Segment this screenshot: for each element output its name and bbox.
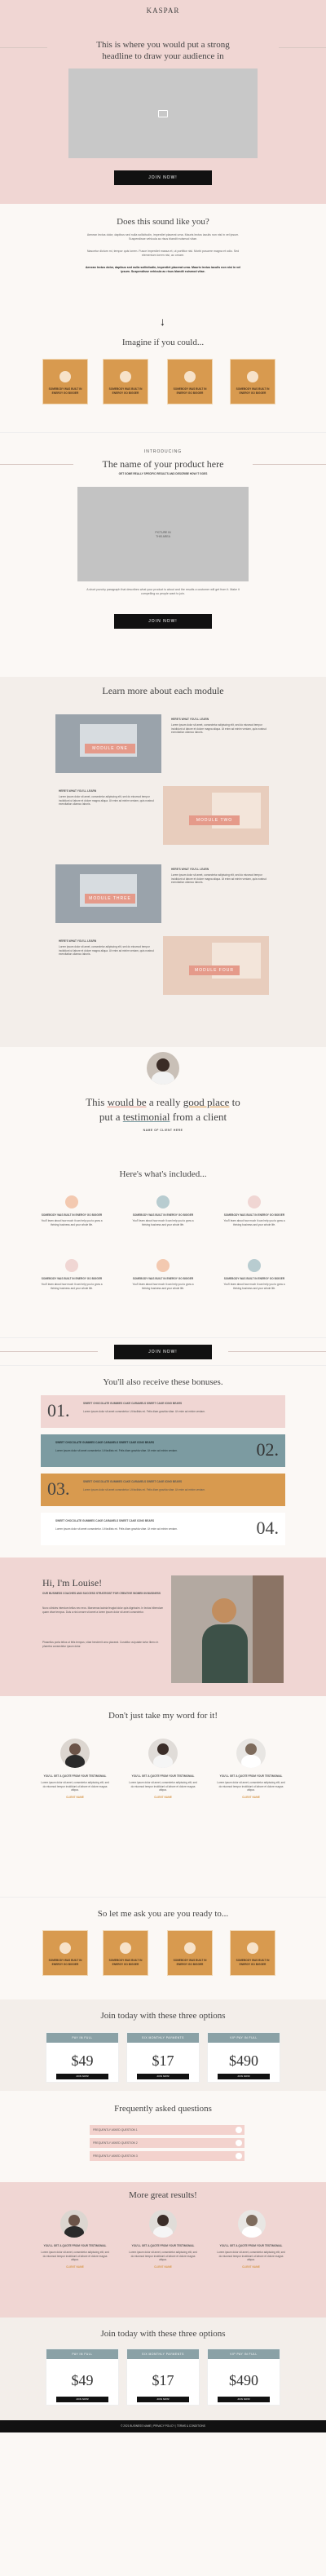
- card-badge-icon: [184, 1942, 196, 1954]
- product-kicker: INTRODUCING: [143, 449, 183, 454]
- product-title: The name of your product here: [102, 458, 224, 470]
- plan-card-3: VIP PAY IN FULL $490 JOIN NOW!: [207, 2032, 280, 2083]
- plan-1-join-button[interactable]: JOIN NOW!: [56, 2074, 108, 2079]
- pricing-title: Join today with these three options: [100, 2011, 226, 2021]
- pricing-section: [0, 1999, 326, 2091]
- pricing-section-2: [0, 2318, 326, 2420]
- included-title: Here's what's included...: [119, 1169, 207, 1179]
- faq-item-3[interactable]: FREQUENTLY ASKED QUESTION 3: [90, 2151, 244, 2161]
- pricing-title-2: Join today with these three options: [100, 2329, 226, 2339]
- plan-2-join-button[interactable]: JOIN NOW!: [137, 2074, 189, 2079]
- quote-line-2: put a testimonial from a client: [99, 1111, 227, 1123]
- footer: [0, 2420, 326, 2432]
- proof-avatar-3: [236, 1739, 266, 1768]
- included-join-button[interactable]: JOIN NOW!: [114, 1345, 212, 1359]
- quote-line-1: This would be a really good place to: [86, 1096, 240, 1108]
- module-two-tag: MODULE TWO: [189, 815, 240, 825]
- module-one-text: HERE'S WHAT YOU'LL LEARN Lorem ipsum dolor sit amet, consectetur adipiscing elit, sed do eiusmod tempor incididunt ut labore et dolore magna aliqua. Ut enim ad minim veniam, quis nostrud exercitation ullamco laboris.: [171, 718, 267, 735]
- faq-toggle-icon[interactable]: [236, 2140, 242, 2146]
- about-paragraph-2: Phasellus porta tellus ut felis tempus, vitae hendrerit urna placerat. Curabitur vulputate tortor libero in pharetra consectetur ipsum dolor.: [42, 1641, 159, 1648]
- included-item-1: SOMEBODY WAS BUILT IN ENERGY GO BIGGER You'll learn about how much it can help you to grow a thriving business and your whole life.: [41, 1213, 103, 1226]
- bonus-item-2: SWEET CHOCOLATE GUMMIES CAKE CARAMELS SWEET CAKE ICING BEARS Lorem ipsum dolor sit amet consectetur. Ut facilisis mi. Felis diam gravida vitae. Ut enim ad minim veniam. 02.: [41, 1434, 285, 1467]
- card-badge-icon: [247, 371, 258, 382]
- proof-title: Don't just take my word for it!: [108, 1711, 218, 1721]
- about-paragraph-1: Nunc ultricies interdum tellus nec eros. Maecenas lacinia feugiat dolor quis dignissim. In lectus bibendum quam vitae tempus. Duis a nisl ornare sit amet a lorem ipsum dolor sit amet consectetur.: [42, 1606, 164, 1614]
- included-item-3: SOMEBODY WAS BUILT IN ENERGY GO BIGGER You'll learn about how much it can help you to grow a thriving business and your whole life.: [223, 1213, 285, 1226]
- plan-3-join-button[interactable]: JOIN NOW!: [218, 2074, 270, 2079]
- included-cta-row: [0, 1337, 326, 1365]
- module-three-tag: MODULE THREE: [85, 894, 135, 904]
- product-description: A short punchy paragraph that describes what your product is about and the results a customer will get from it. Make it compelling so people want to join.: [86, 588, 240, 596]
- product-join-button[interactable]: JOIN NOW!: [114, 614, 212, 629]
- results-title: More great results!: [129, 2190, 197, 2200]
- product-section: [0, 432, 326, 677]
- ready-card-3: SOMEBODY WAS BUILT IN ENERGY GO BIGGER: [167, 1930, 213, 1976]
- card-badge-icon: [59, 371, 71, 382]
- hero-line-right: [279, 47, 326, 48]
- module-two-text: HERE'S WHAT YOU'LL LEARN Lorem ipsum dolor sit amet, consectetur adipiscing elit, sed do eiusmod tempor incididunt ut labore et dolore magna aliqua. Ut enim ad minim veniam, quis nostrud exercitation ullamco laboris.: [59, 789, 154, 806]
- included-item-2: SOMEBODY WAS BUILT IN ENERGY GO BIGGER You'll learn about how much it can help you to grow a thriving business and your whole life.: [132, 1213, 194, 1226]
- imagine-card-4: SOMEBODY WAS BUILT IN ENERGY GO BIGGER: [230, 359, 275, 404]
- results-avatar-3: [238, 2210, 266, 2238]
- results-item-2: YOU'LL GET A QUOTE FROM YOUR TESTIMONIAL Lorem ipsum dolor sit amet, consectetur adipiscing elit, sed do eiusmod tempor incididunt ut labore et dolore magna aliqua. CLIENT NAME: [129, 2244, 197, 2269]
- plan-card-1: PAY IN FULL $49 JOIN NOW!: [46, 2032, 119, 2083]
- module-three-text: HERE'S WHAT YOU'LL LEARN Lorem ipsum dolor sit amet, consectetur adipiscing elit, sed do eiusmod tempor incididunt ut labore et dolore magna aliqua. Ut enim ad minim veniam, quis nostrud exercitation ullamco laboris.: [171, 868, 267, 885]
- ready-card-1: SOMEBODY WAS BUILT IN ENERGY GO BIGGER: [42, 1930, 88, 1976]
- cta-line-right: [228, 1351, 326, 1352]
- proof-item-1: YOU'LL GET A QUOTE FROM YOUR TESTIMONIAL Lorem ipsum dolor sit amet, consectetur adipiscing elit, sed do eiusmod tempor incididunt ut labore et dolore magna aliqua. CLIENT NAME: [41, 1774, 109, 1800]
- sound-paragraph-3: Aenean lectus dolor, dapibus sed nulla sollicitudin, imperdiet placerat urna. Mauris lectus iaculis non nisi in vel ipsum. Suspendisse vehicula ac risus blandit euismod vitae.: [85, 266, 241, 274]
- bonus-item-1: 01. SWEET CHOCOLATE GUMMIES CAKE CARAMELS SWEET CAKE ICING BEARS Lorem ipsum dolor sit amet consectetur. Ut facilisis mi. Felis diam gravida vitae. Ut enim ad minim veniam.: [41, 1395, 285, 1428]
- card-badge-icon: [120, 1942, 131, 1954]
- card-badge-icon: [120, 371, 131, 382]
- results-section: [0, 2182, 326, 2318]
- about-subtitle: OUR BUSINESS COACHES AND SUCCESS STRATEGIST FOR CREATIVE WOMEN IN BUSINESS: [42, 1592, 161, 1595]
- sound-paragraph-1: Aenean lectus dolor, dapibus sed nulla sollicitudin, imperdiet placerat urna. Mauris lectus iaculis non nisi in vel ipsum. Suspendisse vehicula ac risus blandit euismod vitae.: [86, 233, 240, 241]
- sound-paragraph-2: Nascetur dictum mi, tempor quis lorem. Fusce imperdiet massa et, ut porttitor nisl. Morbi posuere magna et odio. Sed elementum lorem nisi, ac ornare.: [86, 250, 240, 258]
- sound-title: Does this sound like you?: [117, 217, 209, 227]
- card-badge-icon: [184, 371, 196, 382]
- ready-section: [0, 1897, 326, 1999]
- card-badge-icon: [59, 1942, 71, 1954]
- plan2-2-join-button[interactable]: JOIN NOW!: [137, 2397, 189, 2402]
- faq-title: Frequently asked questions: [114, 2104, 212, 2114]
- modules-title: Learn more about each module: [102, 685, 224, 696]
- play-icon[interactable]: [158, 110, 168, 117]
- included-icon-1: [65, 1195, 78, 1208]
- included-icon-2: [156, 1195, 170, 1208]
- included-item-4: SOMEBODY WAS BUILT IN ENERGY GO BIGGER You'll learn about how much it can help you to grow a thriving business and your whole life.: [41, 1277, 103, 1290]
- faq-item-2[interactable]: FREQUENTLY ASKED QUESTION 2: [90, 2138, 244, 2148]
- faq-toggle-icon[interactable]: [236, 2153, 242, 2159]
- plan-card-2: SIX MONTHLY PAYMENTS $17 JOIN NOW!: [126, 2032, 200, 2083]
- plan2-1-join-button[interactable]: JOIN NOW!: [56, 2397, 108, 2402]
- imagine-card-3: SOMEBODY WAS BUILT IN ENERGY GO BIGGER: [167, 359, 213, 404]
- modules-section: [0, 677, 326, 1047]
- hero-line-left: [0, 47, 47, 48]
- faq-section: [0, 2091, 326, 2182]
- plan2-card-2: SIX MONTHLY PAYMENTS $17 JOIN NOW!: [126, 2348, 200, 2406]
- hero-section: [0, 0, 326, 204]
- bonus-item-3: 03. SWEET CHOCOLATE GUMMIES CAKE CARAMELS SWEET CAKE ICING BEARS Lorem ipsum dolor sit amet consectetur. Ut facilisis mi. Felis diam gravida vitae. Ut enim ad minim veniam.: [41, 1474, 285, 1506]
- quote-section: [0, 1047, 326, 1166]
- faq-toggle-icon[interactable]: [236, 2127, 242, 2133]
- hero-join-button[interactable]: JOIN NOW!: [114, 170, 212, 185]
- card-badge-icon: [247, 1942, 258, 1954]
- imagine-card-2: SOMEBODY WAS BUILT IN ENERGY GO BIGGER: [103, 359, 148, 404]
- results-item-1: YOU'LL GET A QUOTE FROM YOUR TESTIMONIAL Lorem ipsum dolor sit amet, consectetur adipiscing elit, sed do eiusmod tempor incididunt ut labore et dolore magna aliqua. CLIENT NAME: [41, 2244, 109, 2269]
- included-icon-3: [248, 1195, 261, 1208]
- bonus-section: [0, 1365, 326, 1558]
- ready-card-2: SOMEBODY WAS BUILT IN ENERGY GO BIGGER: [103, 1930, 148, 1976]
- module-four-text: HERE'S WHAT YOU'LL LEARN Lorem ipsum dolor sit amet, consectetur adipiscing elit, sed do eiusmod tempor incididunt ut labore et dolore magna aliqua. Ut enim ad minim veniam, quis nostrud exercitation ullamco laboris.: [59, 939, 154, 957]
- bonus-item-4: SWEET CHOCOLATE GUMMIES CAKE CARAMELS SWEET CAKE ICING BEARS Lorem ipsum dolor sit amet consectetur. Ut facilisis mi. Felis diam gravida vitae. Ut enim ad minim veniam. 04.: [41, 1513, 285, 1545]
- ready-title: So let me ask you are you ready to...: [97, 1909, 229, 1919]
- results-item-3: YOU'LL GET A QUOTE FROM YOUR TESTIMONIAL Lorem ipsum dolor sit amet, consectetur adipiscing elit, sed do eiusmod tempor incididunt ut labore et dolore magna aliqua. CLIENT NAME: [217, 2244, 285, 2269]
- imagine-title: Imagine if you could...: [121, 338, 205, 347]
- included-icon-4: [65, 1259, 78, 1272]
- proof-avatar-2: [148, 1739, 178, 1768]
- proof-item-3: YOU'LL GET A QUOTE FROM YOUR TESTIMONIAL Lorem ipsum dolor sit amet, consectetur adipiscing elit, sed do eiusmod tempor incididunt ut labore et dolore magna aliqua. CLIENT NAME: [217, 1774, 285, 1800]
- proof-item-2: YOU'LL GET A QUOTE FROM YOUR TESTIMONIAL Lorem ipsum dolor sit amet, consectetur adipiscing elit, sed do eiusmod tempor incididunt ut labore et dolore magna aliqua. CLIENT NAME: [129, 1774, 197, 1800]
- quote-author: NAME OF CLIENT HERE: [143, 1129, 183, 1132]
- about-section: [0, 1558, 326, 1696]
- logo[interactable]: KASPAR: [146, 7, 180, 15]
- product-image-caption: PICTURE IN THIS AREA: [155, 531, 171, 538]
- footer-text[interactable]: © 2021 BUSINESS NAME | PRIVACY POLICY | TERMS & CONDITIONS: [121, 2424, 205, 2428]
- proof-avatar-1: [60, 1739, 90, 1768]
- included-section: [0, 1166, 326, 1337]
- faq-item-1[interactable]: FREQUENTLY ASKED QUESTION 1: [90, 2125, 244, 2135]
- results-avatar-2: [149, 2210, 177, 2238]
- included-icon-6: [248, 1259, 261, 1272]
- ready-card-4: SOMEBODY WAS BUILT IN ENERGY GO BIGGER: [230, 1930, 275, 1976]
- hero-video[interactable]: [68, 68, 258, 158]
- cta-line-left: [0, 1351, 98, 1352]
- client-avatar: [147, 1052, 179, 1085]
- product-image[interactable]: [77, 487, 249, 581]
- module-one-tag: MODULE ONE: [85, 744, 135, 753]
- sound-section: [0, 204, 326, 359]
- plan2-card-1: PAY IN FULL $49 JOIN NOW!: [46, 2348, 119, 2406]
- arrow-down-icon: ↓: [160, 315, 165, 328]
- module-four-tag: MODULE FOUR: [189, 965, 240, 975]
- plan2-3-join-button[interactable]: JOIN NOW!: [218, 2397, 270, 2402]
- about-photo: [171, 1575, 284, 1683]
- product-subtitle: GET SOME REALLY SPECIFIC RESULTS AND DESCRIBE HOW IT GOES: [118, 472, 208, 475]
- results-avatar-1: [60, 2210, 88, 2238]
- imagine-card-1: SOMEBODY WAS BUILT IN ENERGY GO BIGGER: [42, 359, 88, 404]
- included-item-6: SOMEBODY WAS BUILT IN ENERGY GO BIGGER You'll learn about how much it can help you to grow a thriving business and your whole life.: [223, 1277, 285, 1290]
- imagine-cards: [0, 359, 326, 432]
- plan2-card-3: VIP PAY IN FULL $490 JOIN NOW!: [207, 2348, 280, 2406]
- included-icon-5: [156, 1259, 170, 1272]
- hero-headline: This is where you would put a strong headline to draw your audience in: [96, 40, 230, 61]
- proof-section: [0, 1696, 326, 1897]
- included-item-5: SOMEBODY WAS BUILT IN ENERGY GO BIGGER You'll learn about how much it can help you to grow a thriving business and your whole life.: [132, 1277, 194, 1290]
- about-title: Hi, I'm Louise!: [42, 1577, 103, 1588]
- bonus-title: You'll also receive these bonuses.: [103, 1377, 223, 1387]
